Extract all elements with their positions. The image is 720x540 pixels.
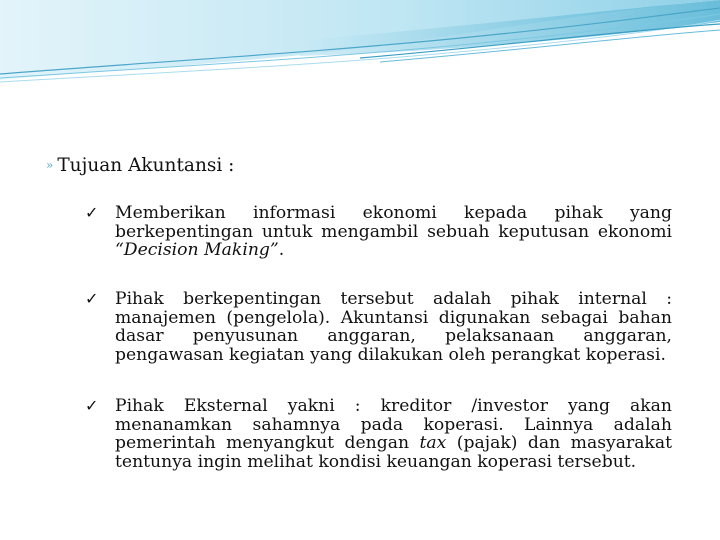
- list-item-text-part: Pihak Eksternal yakni : kreditor /investor yang akan menanamkan sahamnya pada koperasi. Lainnya adalah pemerintah menyangkut dengan: [115, 396, 672, 453]
- section-heading: [46, 154, 234, 177]
- checkmark-icon: ✓: [85, 396, 99, 415]
- heading-bullet-icon: »: [46, 158, 54, 172]
- checkmark-icon: ✓: [85, 203, 99, 222]
- list-item-text-part: Memberikan informasi ekonomi kepada pihak yang berkepentingan untuk mengambil sebuah keputusan ekonomi: [115, 203, 672, 242]
- header-wave-banner: [0, 0, 720, 100]
- list-item-text: [115, 204, 672, 260]
- list-item-text-emphasis: tax: [419, 433, 447, 453]
- list-item-text-emphasis: “Decision Making”: [115, 240, 279, 260]
- list-item-text-part: .: [278, 240, 285, 260]
- list-item-text: [115, 290, 672, 364]
- checkmark-icon: ✓: [85, 289, 99, 308]
- list-item-text-part: (pajak) dan masyarakat tentunya ingin melihat kondisi keuangan koperasi tersebut.: [115, 433, 673, 472]
- heading-text: Tujuan Akuntansi :: [57, 155, 235, 176]
- list-item-text-part: Pihak berkepentingan tersebut adalah pihak internal : manajemen (pengelola). Akuntansi digunakan sebagai bahan dasar penyusunan anggaran, pelaksanaan anggaran, pengawasan kegiatan yang dilakukan oleh perangkat koperasi.: [115, 289, 672, 365]
- list-item-text: [115, 397, 672, 471]
